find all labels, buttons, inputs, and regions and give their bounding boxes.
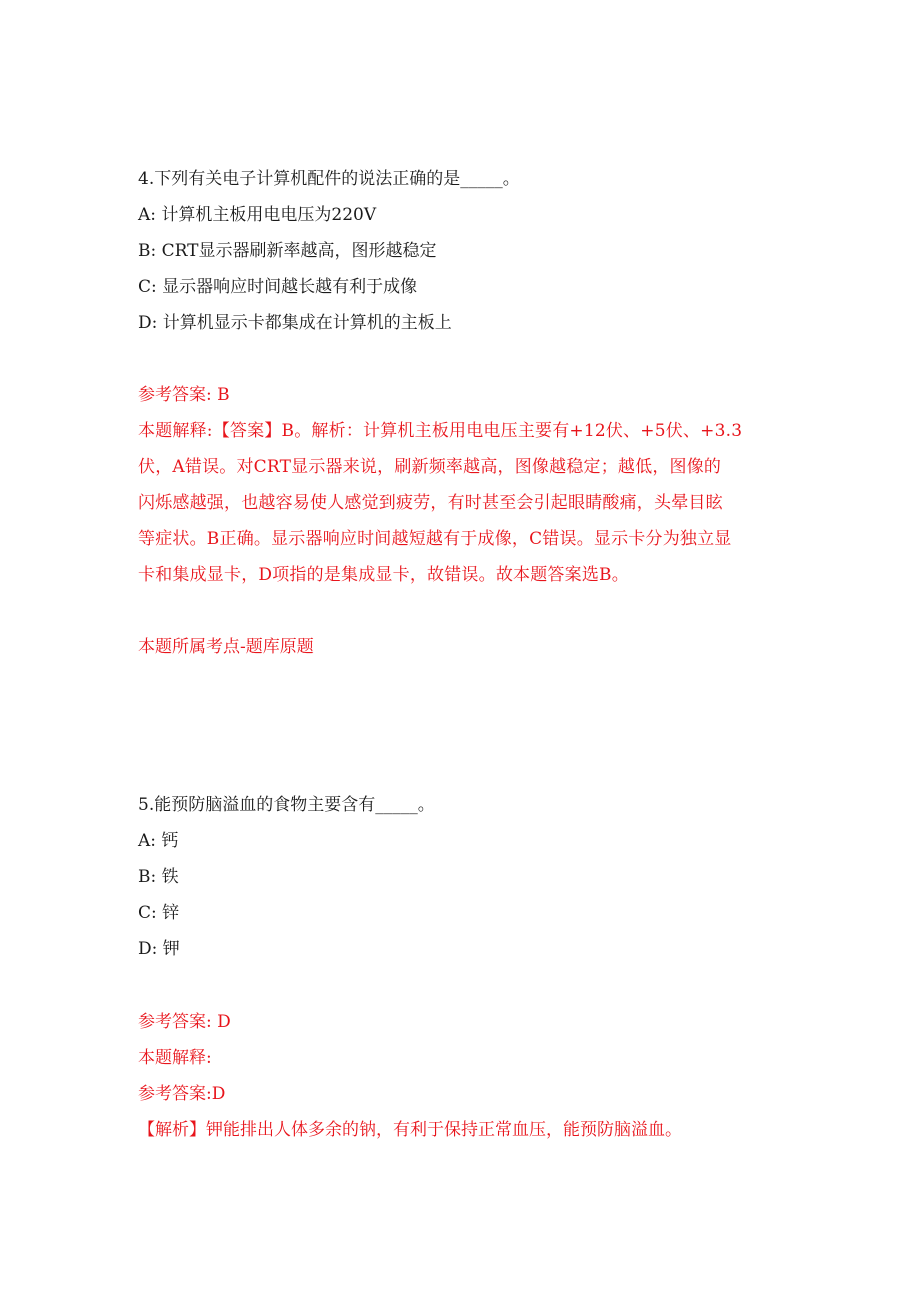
question-4-option-a: A: 计算机主板用电电压为220V: [138, 205, 377, 225]
question-4-option-c: C: 显示器响应时间越长越有利于成像: [138, 277, 418, 297]
question-5-explanation-label: 本题解释:: [138, 1048, 212, 1068]
question-5-answer: 参考答案: D: [138, 1012, 231, 1032]
question-5-analysis: 【解析】钾能排出人体多余的钠，有利于保持正常血压，能预防脑溢血。: [138, 1120, 682, 1140]
question-5-option-b: B: 铁: [138, 867, 179, 887]
question-5-option-c: C: 锌: [138, 903, 180, 923]
question-5-option-a: A: 钙: [138, 831, 179, 851]
question-4-answer: 参考答案: B: [138, 385, 230, 405]
explanation-line: 伏，A错误。对CRT显示器来说，刷新频率越高，图像越稳定；越低，图像的: [138, 457, 722, 477]
question-4-stem: 4.下列有关电子计算机配件的说法正确的是_____。: [138, 169, 520, 189]
question-4-option-d: D: 计算机显示卡都集成在计算机的主板上: [138, 313, 452, 333]
question-4-explanation: [138, 413, 784, 593]
question-5-answer-repeat: 参考答案:D: [138, 1084, 226, 1104]
question-4-option-b: B: CRT显示器刷新率越高，图形越稳定: [138, 241, 437, 261]
explanation-line: 等症状。B正确。显示器响应时间越短越有于成像，C错误。显示卡分为独立显: [138, 529, 732, 549]
question-5-stem: 5.能预防脑溢血的食物主要含有_____。: [138, 795, 435, 815]
explanation-line: 本题解释:【答案】B。解析：计算机主板用电电压主要有+12伏、+5伏、+3.3: [138, 421, 743, 441]
question-5-option-d: D: 钾: [138, 939, 180, 959]
explanation-line: 卡和集成显卡，D项指的是集成显卡，故错误。故本题答案选B。: [138, 565, 629, 585]
explanation-line: 闪烁感越强，也越容易使人感觉到疲劳，有时甚至会引起眼睛酸痛，头晕目眩: [138, 493, 723, 513]
question-4-topic: 本题所属考点-题库原题: [138, 637, 314, 657]
